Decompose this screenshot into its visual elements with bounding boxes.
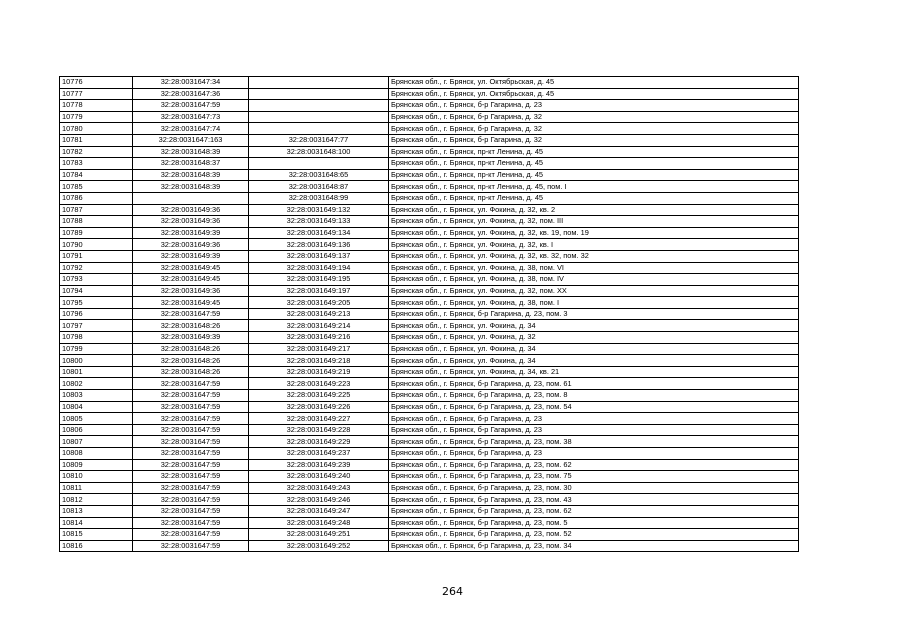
address-cell: Брянская обл., г. Брянск, ул. Фокина, д. 34: [389, 343, 799, 355]
object-cadastral-number-cell: [249, 123, 389, 135]
parcel-cadastral-number-cell: 32:28:0031647:34: [133, 77, 249, 89]
object-cadastral-number-cell: 32:28:0031649:252: [249, 540, 389, 552]
parcel-cadastral-number-cell: 32:28:0031647:59: [133, 308, 249, 320]
parcel-cadastral-number-cell: 32:28:0031647:59: [133, 482, 249, 494]
address-cell: Брянская обл., г. Брянск, б-р Гагарина, д. 32: [389, 111, 799, 123]
row-number-cell: 10786: [60, 192, 133, 204]
table-row: [60, 274, 799, 286]
row-number-cell: 10781: [60, 134, 133, 146]
address-cell: Брянская обл., г. Брянск, б-р Гагарина, д. 23, пом. 43: [389, 494, 799, 506]
object-cadastral-number-cell: 32:28:0031649:194: [249, 262, 389, 274]
row-number-cell: 10794: [60, 285, 133, 297]
row-number-cell: 10791: [60, 250, 133, 262]
address-cell: Брянская обл., г. Брянск, пр-кт Ленина, д. 45, пом. I: [389, 181, 799, 193]
parcel-cadastral-number-cell: 32:28:0031647:59: [133, 505, 249, 517]
address-cell: Брянская обл., г. Брянск, ул. Фокина, д. 32, пом. III: [389, 216, 799, 228]
row-number-cell: 10808: [60, 448, 133, 460]
row-number-cell: 10798: [60, 332, 133, 344]
table-row: [60, 471, 799, 483]
table-row: [60, 285, 799, 297]
row-number-cell: 10811: [60, 482, 133, 494]
address-cell: Брянская обл., г. Брянск, б-р Гагарина, д. 23, пом. 62: [389, 505, 799, 517]
row-number-cell: 10777: [60, 88, 133, 100]
address-cell: Брянская обл., г. Брянск, б-р Гагарина, д. 32: [389, 123, 799, 135]
parcel-cadastral-number-cell: 32:28:0031647:59: [133, 459, 249, 471]
object-cadastral-number-cell: 32:28:0031649:226: [249, 401, 389, 413]
table-row: [60, 250, 799, 262]
object-cadastral-number-cell: 32:28:0031648:100: [249, 146, 389, 158]
row-number-cell: 10792: [60, 262, 133, 274]
row-number-cell: 10812: [60, 494, 133, 506]
row-number-cell: 10782: [60, 146, 133, 158]
address-cell: Брянская обл., г. Брянск, ул. Фокина, д. 38, пом. VI: [389, 262, 799, 274]
table-row: [60, 216, 799, 228]
object-cadastral-number-cell: 32:28:0031649:219: [249, 366, 389, 378]
table-row: [60, 482, 799, 494]
address-cell: Брянская обл., г. Брянск, ул. Фокина, д. 32, кв. 19, пом. 19: [389, 227, 799, 239]
parcel-cadastral-number-cell: 32:28:0031649:36: [133, 239, 249, 251]
object-cadastral-number-cell: 32:28:0031649:216: [249, 332, 389, 344]
table-row: [60, 459, 799, 471]
address-cell: Брянская обл., г. Брянск, б-р Гагарина, д. 23, пом. 38: [389, 436, 799, 448]
object-cadastral-number-cell: 32:28:0031649:134: [249, 227, 389, 239]
table-row: [60, 100, 799, 112]
table-row: [60, 297, 799, 309]
address-cell: Брянская обл., г. Брянск, б-р Гагарина, д. 23: [389, 413, 799, 425]
row-number-cell: 10800: [60, 355, 133, 367]
parcel-cadastral-number-cell: 32:28:0031649:36: [133, 285, 249, 297]
table-row: [60, 239, 799, 251]
object-cadastral-number-cell: 32:28:0031649:228: [249, 424, 389, 436]
parcel-cadastral-number-cell: 32:28:0031649:39: [133, 227, 249, 239]
parcel-cadastral-number-cell: 32:28:0031647:73: [133, 111, 249, 123]
address-cell: Брянская обл., г. Брянск, ул. Фокина, д. 32, кв. 32, пом. 32: [389, 250, 799, 262]
object-cadastral-number-cell: [249, 158, 389, 170]
object-cadastral-number-cell: 32:28:0031649:239: [249, 459, 389, 471]
parcel-cadastral-number-cell: 32:28:0031648:39: [133, 181, 249, 193]
table-row: [60, 308, 799, 320]
row-number-cell: 10795: [60, 297, 133, 309]
object-cadastral-number-cell: 32:28:0031647:77: [249, 134, 389, 146]
table-row: [60, 448, 799, 460]
address-cell: Брянская обл., г. Брянск, б-р Гагарина, д. 23, пом. 34: [389, 540, 799, 552]
table-row: [60, 146, 799, 158]
table-row: [60, 424, 799, 436]
row-number-cell: 10784: [60, 169, 133, 181]
object-cadastral-number-cell: [249, 77, 389, 89]
table-row: [60, 540, 799, 552]
object-cadastral-number-cell: 32:28:0031649:137: [249, 250, 389, 262]
row-number-cell: 10788: [60, 216, 133, 228]
object-cadastral-number-cell: 32:28:0031649:251: [249, 529, 389, 541]
address-cell: Брянская обл., г. Брянск, ул. Фокина, д. 32, пом. XX: [389, 285, 799, 297]
address-cell: Брянская обл., г. Брянск, б-р Гагарина, д. 23: [389, 448, 799, 460]
parcel-cadastral-number-cell: 32:28:0031647:59: [133, 540, 249, 552]
parcel-cadastral-number-cell: [133, 192, 249, 204]
address-cell: Брянская обл., г. Брянск, пр-кт Ленина, д. 45: [389, 158, 799, 170]
object-cadastral-number-cell: 32:28:0031649:218: [249, 355, 389, 367]
parcel-cadastral-number-cell: 32:28:0031647:59: [133, 471, 249, 483]
parcel-cadastral-number-cell: 32:28:0031647:59: [133, 401, 249, 413]
object-cadastral-number-cell: 32:28:0031649:217: [249, 343, 389, 355]
registry-table: [59, 76, 799, 552]
address-cell: Брянская обл., г. Брянск, б-р Гагарина, д. 23, пом. 3: [389, 308, 799, 320]
object-cadastral-number-cell: 32:28:0031649:133: [249, 216, 389, 228]
table-row: [60, 529, 799, 541]
parcel-cadastral-number-cell: 32:28:0031647:36: [133, 88, 249, 100]
object-cadastral-number-cell: 32:28:0031649:237: [249, 448, 389, 460]
table-row: [60, 111, 799, 123]
address-cell: Брянская обл., г. Брянск, б-р Гагарина, д. 23, пом. 62: [389, 459, 799, 471]
table-row: [60, 401, 799, 413]
row-number-cell: 10801: [60, 366, 133, 378]
parcel-cadastral-number-cell: 32:28:0031649:39: [133, 332, 249, 344]
object-cadastral-number-cell: 32:28:0031649:243: [249, 482, 389, 494]
table-row: [60, 134, 799, 146]
table-row: [60, 494, 799, 506]
parcel-cadastral-number-cell: 32:28:0031649:39: [133, 250, 249, 262]
parcel-cadastral-number-cell: 32:28:0031648:26: [133, 320, 249, 332]
address-cell: Брянская обл., г. Брянск, ул. Фокина, д. 34, кв. 21: [389, 366, 799, 378]
parcel-cadastral-number-cell: 32:28:0031647:59: [133, 100, 249, 112]
parcel-cadastral-number-cell: 32:28:0031648:26: [133, 355, 249, 367]
table-row: [60, 192, 799, 204]
row-number-cell: 10778: [60, 100, 133, 112]
parcel-cadastral-number-cell: 32:28:0031648:37: [133, 158, 249, 170]
row-number-cell: 10810: [60, 471, 133, 483]
table-row: [60, 181, 799, 193]
object-cadastral-number-cell: 32:28:0031649:229: [249, 436, 389, 448]
address-cell: Брянская обл., г. Брянск, ул. Октябрьская, д. 45: [389, 88, 799, 100]
address-cell: Брянская обл., г. Брянск, б-р Гагарина, д. 23, пом. 75: [389, 471, 799, 483]
address-cell: Брянская обл., г. Брянск, б-р Гагарина, д. 23: [389, 100, 799, 112]
table-row: [60, 262, 799, 274]
row-number-cell: 10813: [60, 505, 133, 517]
row-number-cell: 10816: [60, 540, 133, 552]
table-row: [60, 436, 799, 448]
address-cell: Брянская обл., г. Брянск, б-р Гагарина, д. 23, пом. 30: [389, 482, 799, 494]
parcel-cadastral-number-cell: 32:28:0031647:74: [133, 123, 249, 135]
table-row: [60, 123, 799, 135]
object-cadastral-number-cell: 32:28:0031649:246: [249, 494, 389, 506]
row-number-cell: 10780: [60, 123, 133, 135]
object-cadastral-number-cell: [249, 111, 389, 123]
table-row: [60, 343, 799, 355]
parcel-cadastral-number-cell: 32:28:0031648:39: [133, 169, 249, 181]
row-number-cell: 10805: [60, 413, 133, 425]
address-cell: Брянская обл., г. Брянск, ул. Фокина, д. 32, кв. I: [389, 239, 799, 251]
table-row: [60, 77, 799, 89]
row-number-cell: 10815: [60, 529, 133, 541]
row-number-cell: 10797: [60, 320, 133, 332]
parcel-cadastral-number-cell: 32:28:0031647:163: [133, 134, 249, 146]
table-row: [60, 332, 799, 344]
table-row: [60, 517, 799, 529]
object-cadastral-number-cell: 32:28:0031648:99: [249, 192, 389, 204]
object-cadastral-number-cell: [249, 100, 389, 112]
object-cadastral-number-cell: 32:28:0031649:205: [249, 297, 389, 309]
address-cell: Брянская обл., г. Брянск, пр-кт Ленина, д. 45: [389, 169, 799, 181]
parcel-cadastral-number-cell: 32:28:0031647:59: [133, 494, 249, 506]
row-number-cell: 10796: [60, 308, 133, 320]
row-number-cell: 10809: [60, 459, 133, 471]
address-cell: Брянская обл., г. Брянск, ул. Фокина, д. 38, пом. I: [389, 297, 799, 309]
address-cell: Брянская обл., г. Брянск, б-р Гагарина, д. 23, пом. 8: [389, 390, 799, 402]
row-number-cell: 10790: [60, 239, 133, 251]
row-number-cell: 10779: [60, 111, 133, 123]
row-number-cell: 10793: [60, 274, 133, 286]
object-cadastral-number-cell: 32:28:0031649:136: [249, 239, 389, 251]
table-row: [60, 413, 799, 425]
parcel-cadastral-number-cell: 32:28:0031648:39: [133, 146, 249, 158]
parcel-cadastral-number-cell: 32:28:0031648:26: [133, 366, 249, 378]
row-number-cell: 10804: [60, 401, 133, 413]
object-cadastral-number-cell: 32:28:0031649:223: [249, 378, 389, 390]
object-cadastral-number-cell: 32:28:0031649:227: [249, 413, 389, 425]
address-cell: Брянская обл., г. Брянск, б-р Гагарина, д. 23, пом. 54: [389, 401, 799, 413]
address-cell: Брянская обл., г. Брянск, ул. Фокина, д. 38, пом. IV: [389, 274, 799, 286]
table-row: [60, 227, 799, 239]
row-number-cell: 10776: [60, 77, 133, 89]
object-cadastral-number-cell: 32:28:0031649:197: [249, 285, 389, 297]
row-number-cell: 10803: [60, 390, 133, 402]
parcel-cadastral-number-cell: 32:28:0031648:26: [133, 343, 249, 355]
table-row: [60, 320, 799, 332]
row-number-cell: 10807: [60, 436, 133, 448]
object-cadastral-number-cell: 32:28:0031649:214: [249, 320, 389, 332]
row-number-cell: 10806: [60, 424, 133, 436]
row-number-cell: 10789: [60, 227, 133, 239]
row-number-cell: 10799: [60, 343, 133, 355]
row-number-cell: 10814: [60, 517, 133, 529]
address-cell: Брянская обл., г. Брянск, ул. Фокина, д. 34: [389, 355, 799, 367]
row-number-cell: 10802: [60, 378, 133, 390]
object-cadastral-number-cell: 32:28:0031649:132: [249, 204, 389, 216]
address-cell: Брянская обл., г. Брянск, ул. Фокина, д. 34: [389, 320, 799, 332]
parcel-cadastral-number-cell: 32:28:0031649:45: [133, 297, 249, 309]
address-cell: Брянская обл., г. Брянск, пр-кт Ленина, д. 45: [389, 146, 799, 158]
object-cadastral-number-cell: 32:28:0031648:87: [249, 181, 389, 193]
parcel-cadastral-number-cell: 32:28:0031647:59: [133, 390, 249, 402]
parcel-cadastral-number-cell: 32:28:0031649:45: [133, 274, 249, 286]
row-number-cell: 10785: [60, 181, 133, 193]
parcel-cadastral-number-cell: 32:28:0031649:45: [133, 262, 249, 274]
table-row: [60, 88, 799, 100]
object-cadastral-number-cell: 32:28:0031649:213: [249, 308, 389, 320]
object-cadastral-number-cell: [249, 88, 389, 100]
address-cell: Брянская обл., г. Брянск, ул. Фокина, д. 32: [389, 332, 799, 344]
object-cadastral-number-cell: 32:28:0031649:240: [249, 471, 389, 483]
page-number: 264: [442, 585, 463, 598]
table-row: [60, 355, 799, 367]
parcel-cadastral-number-cell: 32:28:0031649:36: [133, 216, 249, 228]
row-number-cell: 10783: [60, 158, 133, 170]
parcel-cadastral-number-cell: 32:28:0031649:36: [133, 204, 249, 216]
address-cell: Брянская обл., г. Брянск, б-р Гагарина, д. 32: [389, 134, 799, 146]
object-cadastral-number-cell: 32:28:0031649:247: [249, 505, 389, 517]
row-number-cell: 10787: [60, 204, 133, 216]
object-cadastral-number-cell: 32:28:0031649:195: [249, 274, 389, 286]
parcel-cadastral-number-cell: 32:28:0031647:59: [133, 436, 249, 448]
object-cadastral-number-cell: 32:28:0031648:65: [249, 169, 389, 181]
table-row: [60, 378, 799, 390]
registry-table-body: [60, 77, 799, 552]
address-cell: Брянская обл., г. Брянск, ул. Фокина, д. 32, кв. 2: [389, 204, 799, 216]
address-cell: Брянская обл., г. Брянск, б-р Гагарина, д. 23: [389, 424, 799, 436]
parcel-cadastral-number-cell: 32:28:0031647:59: [133, 529, 249, 541]
parcel-cadastral-number-cell: 32:28:0031647:59: [133, 378, 249, 390]
table-row: [60, 366, 799, 378]
address-cell: Брянская обл., г. Брянск, б-р Гагарина, д. 23, пом. 52: [389, 529, 799, 541]
parcel-cadastral-number-cell: 32:28:0031647:59: [133, 448, 249, 460]
table-row: [60, 169, 799, 181]
address-cell: Брянская обл., г. Брянск, б-р Гагарина, д. 23, пом. 61: [389, 378, 799, 390]
parcel-cadastral-number-cell: 32:28:0031647:59: [133, 424, 249, 436]
address-cell: Брянская обл., г. Брянск, ул. Октябрьская, д. 45: [389, 77, 799, 89]
parcel-cadastral-number-cell: 32:28:0031647:59: [133, 413, 249, 425]
table-row: [60, 390, 799, 402]
parcel-cadastral-number-cell: 32:28:0031647:59: [133, 517, 249, 529]
table-row: [60, 204, 799, 216]
table-row: [60, 505, 799, 517]
object-cadastral-number-cell: 32:28:0031649:225: [249, 390, 389, 402]
table-row: [60, 158, 799, 170]
object-cadastral-number-cell: 32:28:0031649:248: [249, 517, 389, 529]
address-cell: Брянская обл., г. Брянск, пр-кт Ленина, д. 45: [389, 192, 799, 204]
address-cell: Брянская обл., г. Брянск, б-р Гагарина, д. 23, пом. 5: [389, 517, 799, 529]
